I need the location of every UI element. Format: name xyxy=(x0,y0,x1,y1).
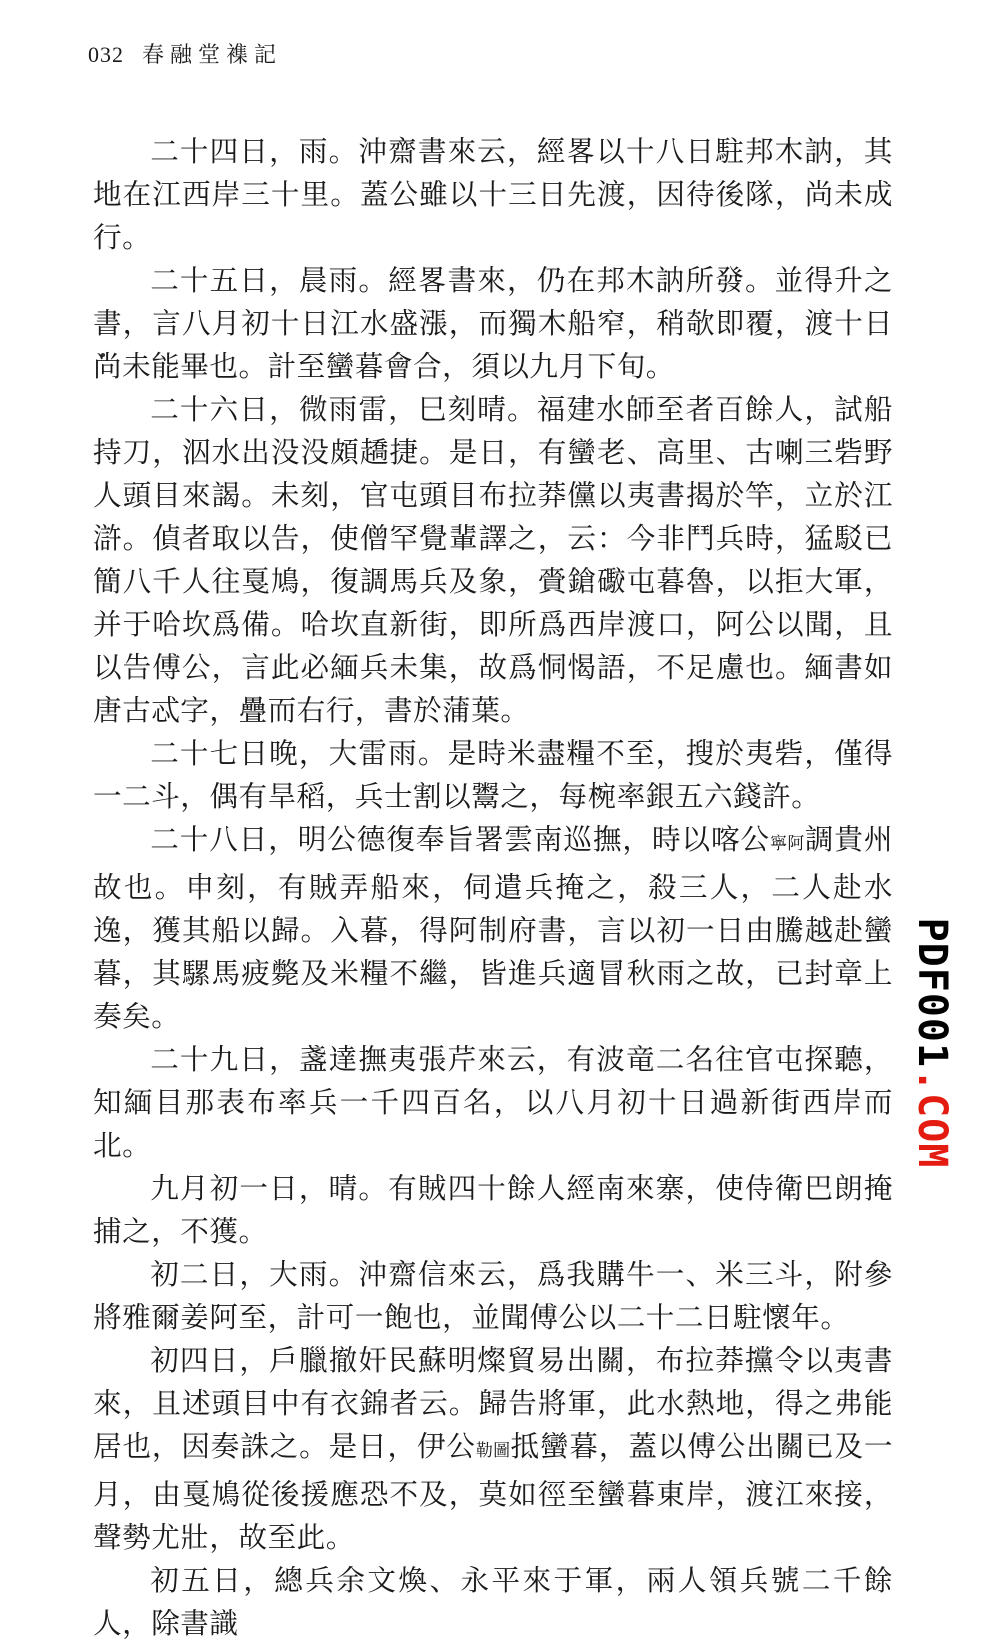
body-text xyxy=(93,130,893,1645)
interlinear-note: 寧阿 xyxy=(770,834,805,854)
paragraph-5th: 初五日，總兵余文煥、永平來于軍，兩人領兵號二千餘人，除書識 xyxy=(93,1563,893,1640)
paragraph-28th-part-2: 調貴州故也。申刻，有賊弄船來，伺遣兵掩之，殺三人，二人赴水逸，獲其船以歸。入暮，得阿制府書，言以初一日由騰越赴蠻暮，其騾馬疲斃及米糧不繼，皆進兵適冒秋雨之故，已封章上奏矣。 xyxy=(93,822,893,1033)
paragraph-2nd: 初二日，大雨。沖齋信來云，爲我購牛一、米三斗，附參將雅爾姜阿至，計可一飽也，並聞傅公以二十二日駐懷年。 xyxy=(93,1257,893,1334)
paragraph-28th-part-1: 二十八日，明公德復奉旨署雲南巡撫，時以喀公 xyxy=(150,822,771,856)
paragraph-sep-1st: 九月初一日，晴。有賊四十餘人經南來寨，使侍衛巴朗掩捕之，不獲。 xyxy=(93,1171,893,1248)
page-header xyxy=(88,38,282,72)
paragraph-28th xyxy=(93,818,893,1038)
book-title: 春融堂襍記 xyxy=(142,43,283,68)
paragraph-26th: 二十六日，微雨雷，巳刻晴。福建水師至者百餘人，試船持刀，泅水出没没頗趫捷。是日，有蠻老、高里、古喇三砦野人頭目來謁。未刻，官屯頭目布拉莽儻以夷書揭於竿，立於江滸。偵者取以告，使僧罕覺輩譯之，云：今非鬥兵時，猛駁已簡八千人往戛鳩，復調馬兵及象，賫鎗礮屯暮魯，以拒大軍，并于哈坎爲備。哈坎直新街，即所爲西岸渡口，阿公以聞，且以告傅公，言此必緬兵未集，故爲恫愒語，不足慮也。緬書如唐古忒字，疊而右行，書於蒲葉。 xyxy=(93,392,893,727)
paragraph-4th-part-2: 抵蠻暮，蓋以傅公出關已及一月，由戛鳩從後援應恐不及，莫如徑至蠻暮東岸，渡江來接，聲勢尤壯，故至此。 xyxy=(93,1429,893,1554)
paragraph-4th xyxy=(93,1339,893,1559)
page-number: 032 xyxy=(88,42,124,67)
watermark-part-b: .COM xyxy=(909,1068,955,1169)
paragraph-29th: 二十九日，盞達撫夷張芹來云，有波竜二名往官屯探聽，知緬目那表布率兵一千四百名，以八月初十日過新街西岸而北。 xyxy=(93,1042,893,1162)
interlinear-note: 勒圖 xyxy=(475,1441,511,1461)
watermark-text xyxy=(909,917,955,1169)
paragraph-27th: 二十七日晚，大雷雨。是時米盡糧不至，搜於夷砦，僅得一二斗，偶有旱稻，兵士割以鬻之，每椀率銀五六錢許。 xyxy=(93,736,893,813)
paragraph-24th: 二十四日，雨。沖齋書來云，經畧以十八日駐邦木訥，其地在江西岸三十里。蓋公雖以十三日先渡，因待後隊，尚未成行。 xyxy=(93,134,893,254)
watermark xyxy=(900,918,964,1168)
watermark-part-a: PDF001 xyxy=(909,917,955,1069)
paragraph-25th: 二十五日，晨雨。經畧書來，仍在邦木訥所發。並得升之書，言八月初十日江水盛漲，而獨木船窄，稍欹即覆，渡十日尚未能畢也。計至蠻暮會合，須以九月下旬。 xyxy=(93,263,893,383)
paragraph-4th-part-1: 初四日，戶臘撤奸民蘇明燦貿易出關，布拉莽攩令以夷書來，且述頭目中有衣錦者云。歸告將軍，此水熱地，得之弗能居也，因奏誅之。是日，伊公 xyxy=(93,1343,893,1463)
